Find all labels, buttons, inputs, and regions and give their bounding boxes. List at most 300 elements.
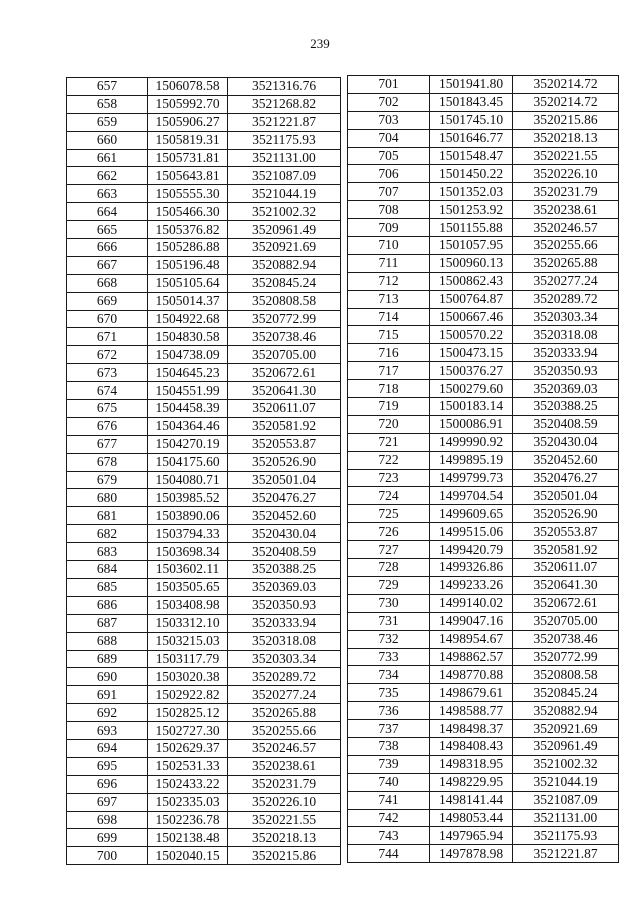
table-row — [67, 310, 341, 328]
x-coordinate-cell: 1505014.37 — [148, 292, 228, 310]
point-number-cell: 731 — [348, 612, 430, 630]
point-number-cell: 691 — [67, 686, 148, 704]
point-number-cell: 734 — [348, 666, 430, 684]
point-number-cell: 736 — [348, 702, 430, 720]
y-coordinate-cell: 3520255.66 — [228, 722, 341, 740]
y-coordinate-cell: 3520408.59 — [228, 543, 341, 561]
table-row — [67, 239, 341, 257]
x-coordinate-cell: 1497878.98 — [430, 845, 513, 863]
table-row — [348, 308, 619, 326]
point-number-cell: 680 — [67, 489, 148, 507]
x-coordinate-cell: 1502040.15 — [148, 847, 228, 865]
point-number-cell: 676 — [67, 417, 148, 435]
table-row — [67, 757, 341, 775]
point-number-cell: 698 — [67, 811, 148, 829]
table-body — [67, 78, 341, 865]
x-coordinate-cell: 1500473.15 — [430, 344, 513, 362]
point-number-cell: 729 — [348, 576, 430, 594]
x-coordinate-cell: 1498408.43 — [430, 737, 513, 755]
table-row — [67, 149, 341, 167]
x-coordinate-cell: 1504175.60 — [148, 453, 228, 471]
point-number-cell: 671 — [67, 328, 148, 346]
y-coordinate-cell: 3520961.49 — [513, 737, 619, 755]
y-coordinate-cell: 3520581.92 — [513, 541, 619, 559]
table-row — [67, 704, 341, 722]
y-coordinate-cell: 3520672.61 — [228, 364, 341, 382]
table-row — [348, 201, 619, 219]
x-coordinate-cell: 1503312.10 — [148, 614, 228, 632]
table-row — [348, 594, 619, 612]
x-coordinate-cell: 1501352.03 — [430, 183, 513, 201]
y-coordinate-cell: 3521044.19 — [228, 185, 341, 203]
y-coordinate-cell: 3520265.88 — [513, 254, 619, 272]
y-coordinate-cell: 3520672.61 — [513, 594, 619, 612]
x-coordinate-cell: 1505105.64 — [148, 274, 228, 292]
table-row — [67, 668, 341, 686]
table-row — [67, 632, 341, 650]
table-row — [348, 648, 619, 666]
table-row — [67, 382, 341, 400]
table-row — [348, 576, 619, 594]
table-row — [348, 827, 619, 845]
point-number-cell: 661 — [67, 149, 148, 167]
y-coordinate-cell: 3520226.10 — [513, 165, 619, 183]
table-row — [348, 272, 619, 290]
y-coordinate-cell: 3520738.46 — [228, 328, 341, 346]
point-number-cell: 663 — [67, 185, 148, 203]
table-row — [67, 543, 341, 561]
point-number-cell: 678 — [67, 453, 148, 471]
point-number-cell: 723 — [348, 469, 430, 487]
point-number-cell: 703 — [348, 111, 430, 129]
table-row — [348, 720, 619, 738]
table-row — [348, 755, 619, 773]
table-row — [67, 78, 341, 96]
coordinates-table-right — [347, 75, 619, 863]
point-number-cell: 679 — [67, 471, 148, 489]
table-row — [67, 561, 341, 579]
x-coordinate-cell: 1498053.44 — [430, 809, 513, 827]
y-coordinate-cell: 3520388.25 — [228, 561, 341, 579]
x-coordinate-cell: 1500570.22 — [430, 326, 513, 344]
x-coordinate-cell: 1502531.33 — [148, 757, 228, 775]
point-number-cell: 674 — [67, 382, 148, 400]
point-number-cell: 701 — [348, 76, 430, 94]
y-coordinate-cell: 3520265.88 — [228, 704, 341, 722]
point-number-cell: 702 — [348, 93, 430, 111]
table-row — [67, 614, 341, 632]
point-number-cell: 689 — [67, 650, 148, 668]
table-row — [67, 131, 341, 149]
y-coordinate-cell: 3520921.69 — [228, 239, 341, 257]
x-coordinate-cell: 1498588.77 — [430, 702, 513, 720]
table-row — [67, 435, 341, 453]
y-coordinate-cell: 3520476.27 — [513, 469, 619, 487]
x-coordinate-cell: 1505731.81 — [148, 149, 228, 167]
table-row — [348, 183, 619, 201]
x-coordinate-cell: 1504830.58 — [148, 328, 228, 346]
table-row — [67, 274, 341, 292]
y-coordinate-cell: 3521268.82 — [228, 95, 341, 113]
y-coordinate-cell: 3520526.90 — [228, 453, 341, 471]
table-row — [348, 219, 619, 237]
table-row — [348, 666, 619, 684]
table-row — [67, 489, 341, 507]
table-row — [348, 451, 619, 469]
y-coordinate-cell: 3520845.24 — [228, 274, 341, 292]
point-number-cell: 683 — [67, 543, 148, 561]
table-row — [67, 596, 341, 614]
point-number-cell: 725 — [348, 505, 430, 523]
coordinates-table-left — [66, 77, 341, 865]
y-coordinate-cell: 3520921.69 — [513, 720, 619, 738]
x-coordinate-cell: 1500183.14 — [430, 398, 513, 416]
point-number-cell: 693 — [67, 722, 148, 740]
point-number-cell: 659 — [67, 113, 148, 131]
point-number-cell: 699 — [67, 829, 148, 847]
point-number-cell: 717 — [348, 362, 430, 380]
x-coordinate-cell: 1500960.13 — [430, 254, 513, 272]
x-coordinate-cell: 1501155.88 — [430, 219, 513, 237]
point-number-cell: 735 — [348, 684, 430, 702]
y-coordinate-cell: 3521175.93 — [513, 827, 619, 845]
y-coordinate-cell: 3520318.08 — [513, 326, 619, 344]
y-coordinate-cell: 3521087.09 — [228, 167, 341, 185]
table-row — [348, 111, 619, 129]
x-coordinate-cell: 1505906.27 — [148, 113, 228, 131]
x-coordinate-cell: 1505466.30 — [148, 203, 228, 221]
x-coordinate-cell: 1504645.23 — [148, 364, 228, 382]
x-coordinate-cell: 1504551.99 — [148, 382, 228, 400]
y-coordinate-cell: 3520772.99 — [513, 648, 619, 666]
point-number-cell: 685 — [67, 578, 148, 596]
y-coordinate-cell: 3520221.55 — [228, 811, 341, 829]
x-coordinate-cell: 1505376.82 — [148, 221, 228, 239]
x-coordinate-cell: 1498141.44 — [430, 791, 513, 809]
x-coordinate-cell: 1502727.30 — [148, 722, 228, 740]
y-coordinate-cell: 3520369.03 — [228, 578, 341, 596]
x-coordinate-cell: 1499515.06 — [430, 523, 513, 541]
table-row — [348, 237, 619, 255]
x-coordinate-cell: 1504922.68 — [148, 310, 228, 328]
point-number-cell: 677 — [67, 435, 148, 453]
x-coordinate-cell: 1501057.95 — [430, 237, 513, 255]
y-coordinate-cell: 3520611.07 — [228, 400, 341, 418]
point-number-cell: 722 — [348, 451, 430, 469]
point-number-cell: 740 — [348, 773, 430, 791]
y-coordinate-cell: 3520350.93 — [228, 596, 341, 614]
y-coordinate-cell: 3521131.00 — [228, 149, 341, 167]
x-coordinate-cell: 1503215.03 — [148, 632, 228, 650]
y-coordinate-cell: 3521221.87 — [513, 845, 619, 863]
x-coordinate-cell: 1499990.92 — [430, 433, 513, 451]
point-number-cell: 665 — [67, 221, 148, 239]
point-number-cell: 719 — [348, 398, 430, 416]
table-row — [348, 254, 619, 272]
x-coordinate-cell: 1504738.09 — [148, 346, 228, 364]
x-coordinate-cell: 1505992.70 — [148, 95, 228, 113]
x-coordinate-cell: 1502236.78 — [148, 811, 228, 829]
table-row — [348, 541, 619, 559]
x-coordinate-cell: 1505555.30 — [148, 185, 228, 203]
table-row — [348, 362, 619, 380]
table-row — [348, 737, 619, 755]
y-coordinate-cell: 3520214.72 — [513, 93, 619, 111]
point-number-cell: 658 — [67, 95, 148, 113]
x-coordinate-cell: 1502433.22 — [148, 775, 228, 793]
table-row — [67, 113, 341, 131]
y-coordinate-cell: 3520369.03 — [513, 380, 619, 398]
y-coordinate-cell: 3521175.93 — [228, 131, 341, 149]
table-row — [67, 256, 341, 274]
table-row — [67, 847, 341, 865]
point-number-cell: 738 — [348, 737, 430, 755]
y-coordinate-cell: 3520231.79 — [513, 183, 619, 201]
point-number-cell: 681 — [67, 507, 148, 525]
y-coordinate-cell: 3520705.00 — [228, 346, 341, 364]
y-coordinate-cell: 3520303.34 — [513, 308, 619, 326]
y-coordinate-cell: 3520303.34 — [228, 650, 341, 668]
x-coordinate-cell: 1500862.43 — [430, 272, 513, 290]
point-number-cell: 686 — [67, 596, 148, 614]
x-coordinate-cell: 1503020.38 — [148, 668, 228, 686]
y-coordinate-cell: 3520238.61 — [513, 201, 619, 219]
x-coordinate-cell: 1502138.48 — [148, 829, 228, 847]
point-number-cell: 669 — [67, 292, 148, 310]
table-row — [67, 167, 341, 185]
table-body — [348, 76, 619, 863]
point-number-cell: 716 — [348, 344, 430, 362]
x-coordinate-cell: 1500086.91 — [430, 415, 513, 433]
y-coordinate-cell: 3520231.79 — [228, 775, 341, 793]
y-coordinate-cell: 3520526.90 — [513, 505, 619, 523]
table-row — [348, 165, 619, 183]
point-number-cell: 705 — [348, 147, 430, 165]
point-number-cell: 662 — [67, 167, 148, 185]
x-coordinate-cell: 1499233.26 — [430, 576, 513, 594]
table-row — [67, 203, 341, 221]
table-row — [348, 380, 619, 398]
table-row — [67, 328, 341, 346]
table-row — [348, 791, 619, 809]
table-row — [67, 811, 341, 829]
y-coordinate-cell: 3521002.32 — [513, 755, 619, 773]
point-number-cell: 708 — [348, 201, 430, 219]
x-coordinate-cell: 1498229.95 — [430, 773, 513, 791]
point-number-cell: 667 — [67, 256, 148, 274]
table-row — [67, 417, 341, 435]
table-row — [348, 845, 619, 863]
table-row — [67, 775, 341, 793]
y-coordinate-cell: 3520221.55 — [513, 147, 619, 165]
point-number-cell: 668 — [67, 274, 148, 292]
table-row — [348, 76, 619, 94]
x-coordinate-cell: 1505196.48 — [148, 256, 228, 274]
point-number-cell: 694 — [67, 739, 148, 757]
x-coordinate-cell: 1501941.80 — [430, 76, 513, 94]
point-number-cell: 724 — [348, 487, 430, 505]
page-number: 239 — [310, 36, 330, 51]
x-coordinate-cell: 1498954.67 — [430, 630, 513, 648]
x-coordinate-cell: 1498318.95 — [430, 755, 513, 773]
point-number-cell: 741 — [348, 791, 430, 809]
x-coordinate-cell: 1502825.12 — [148, 704, 228, 722]
x-coordinate-cell: 1503698.34 — [148, 543, 228, 561]
table-row — [348, 290, 619, 308]
table-row — [348, 398, 619, 416]
point-number-cell: 664 — [67, 203, 148, 221]
y-coordinate-cell: 3520350.93 — [513, 362, 619, 380]
point-number-cell: 732 — [348, 630, 430, 648]
point-number-cell: 712 — [348, 272, 430, 290]
point-number-cell: 720 — [348, 415, 430, 433]
x-coordinate-cell: 1498679.61 — [430, 684, 513, 702]
x-coordinate-cell: 1499704.54 — [430, 487, 513, 505]
y-coordinate-cell: 3521316.76 — [228, 78, 341, 96]
x-coordinate-cell: 1501253.92 — [430, 201, 513, 219]
point-number-cell: 707 — [348, 183, 430, 201]
y-coordinate-cell: 3520501.04 — [513, 487, 619, 505]
y-coordinate-cell: 3520882.94 — [228, 256, 341, 274]
x-coordinate-cell: 1498498.37 — [430, 720, 513, 738]
point-number-cell: 687 — [67, 614, 148, 632]
y-coordinate-cell: 3520808.58 — [228, 292, 341, 310]
table-row — [348, 559, 619, 577]
y-coordinate-cell: 3520430.04 — [228, 525, 341, 543]
y-coordinate-cell: 3520318.08 — [228, 632, 341, 650]
table-row — [348, 612, 619, 630]
y-coordinate-cell: 3520333.94 — [228, 614, 341, 632]
x-coordinate-cell: 1499140.02 — [430, 594, 513, 612]
x-coordinate-cell: 1503794.33 — [148, 525, 228, 543]
y-coordinate-cell: 3520226.10 — [228, 793, 341, 811]
y-coordinate-cell: 3520553.87 — [228, 435, 341, 453]
table-row — [348, 505, 619, 523]
point-number-cell: 713 — [348, 290, 430, 308]
table-row — [67, 364, 341, 382]
y-coordinate-cell: 3520215.86 — [228, 847, 341, 865]
table-row — [67, 400, 341, 418]
point-number-cell: 730 — [348, 594, 430, 612]
table-row — [348, 630, 619, 648]
table-row — [67, 95, 341, 113]
table-row — [67, 346, 341, 364]
y-coordinate-cell: 3521044.19 — [513, 773, 619, 791]
y-coordinate-cell: 3520277.24 — [513, 272, 619, 290]
y-coordinate-cell: 3520333.94 — [513, 344, 619, 362]
y-coordinate-cell: 3520738.46 — [513, 630, 619, 648]
x-coordinate-cell: 1504364.46 — [148, 417, 228, 435]
point-number-cell: 726 — [348, 523, 430, 541]
point-number-cell: 690 — [67, 668, 148, 686]
y-coordinate-cell: 3521002.32 — [228, 203, 341, 221]
y-coordinate-cell: 3520246.57 — [228, 739, 341, 757]
table-row — [348, 415, 619, 433]
y-coordinate-cell: 3520553.87 — [513, 523, 619, 541]
point-number-cell: 692 — [67, 704, 148, 722]
table-row — [67, 793, 341, 811]
table-row — [67, 686, 341, 704]
y-coordinate-cell: 3520218.13 — [513, 129, 619, 147]
point-number-cell: 742 — [348, 809, 430, 827]
x-coordinate-cell: 1504458.39 — [148, 400, 228, 418]
table-row — [67, 471, 341, 489]
table-row — [348, 809, 619, 827]
y-coordinate-cell: 3520289.72 — [513, 290, 619, 308]
y-coordinate-cell: 3521087.09 — [513, 791, 619, 809]
table-row — [67, 507, 341, 525]
x-coordinate-cell: 1499799.73 — [430, 469, 513, 487]
y-coordinate-cell: 3520452.60 — [513, 451, 619, 469]
point-number-cell: 711 — [348, 254, 430, 272]
point-number-cell: 727 — [348, 541, 430, 559]
table-row — [67, 221, 341, 239]
point-number-cell: 675 — [67, 400, 148, 418]
point-number-cell: 657 — [67, 78, 148, 96]
x-coordinate-cell: 1500764.87 — [430, 290, 513, 308]
x-coordinate-cell: 1499420.79 — [430, 541, 513, 559]
point-number-cell: 709 — [348, 219, 430, 237]
x-coordinate-cell: 1505643.81 — [148, 167, 228, 185]
table-row — [348, 147, 619, 165]
table-row — [67, 292, 341, 310]
point-number-cell: 673 — [67, 364, 148, 382]
x-coordinate-cell: 1503985.52 — [148, 489, 228, 507]
x-coordinate-cell: 1503408.98 — [148, 596, 228, 614]
table-row — [67, 739, 341, 757]
y-coordinate-cell: 3520705.00 — [513, 612, 619, 630]
point-number-cell: 695 — [67, 757, 148, 775]
x-coordinate-cell: 1500376.27 — [430, 362, 513, 380]
point-number-cell: 739 — [348, 755, 430, 773]
x-coordinate-cell: 1503505.65 — [148, 578, 228, 596]
y-coordinate-cell: 3520289.72 — [228, 668, 341, 686]
point-number-cell: 733 — [348, 648, 430, 666]
x-coordinate-cell: 1498770.88 — [430, 666, 513, 684]
x-coordinate-cell: 1497965.94 — [430, 827, 513, 845]
x-coordinate-cell: 1502629.37 — [148, 739, 228, 757]
point-number-cell: 672 — [67, 346, 148, 364]
x-coordinate-cell: 1501745.10 — [430, 111, 513, 129]
y-coordinate-cell: 3520238.61 — [228, 757, 341, 775]
y-coordinate-cell: 3520641.30 — [228, 382, 341, 400]
point-number-cell: 684 — [67, 561, 148, 579]
point-number-cell: 688 — [67, 632, 148, 650]
x-coordinate-cell: 1503117.79 — [148, 650, 228, 668]
y-coordinate-cell: 3520246.57 — [513, 219, 619, 237]
x-coordinate-cell: 1499609.65 — [430, 505, 513, 523]
table-row — [348, 344, 619, 362]
table-row — [348, 326, 619, 344]
point-number-cell: 718 — [348, 380, 430, 398]
table-row — [348, 487, 619, 505]
point-number-cell: 666 — [67, 239, 148, 257]
point-number-cell: 743 — [348, 827, 430, 845]
table-row — [67, 578, 341, 596]
x-coordinate-cell: 1501843.45 — [430, 93, 513, 111]
x-coordinate-cell: 1499326.86 — [430, 559, 513, 577]
table-row — [348, 129, 619, 147]
point-number-cell: 696 — [67, 775, 148, 793]
x-coordinate-cell: 1504270.19 — [148, 435, 228, 453]
x-coordinate-cell: 1498862.57 — [430, 648, 513, 666]
table-row — [67, 829, 341, 847]
table-row — [348, 433, 619, 451]
x-coordinate-cell: 1502335.03 — [148, 793, 228, 811]
y-coordinate-cell: 3520808.58 — [513, 666, 619, 684]
table-row — [348, 93, 619, 111]
table-row — [348, 523, 619, 541]
